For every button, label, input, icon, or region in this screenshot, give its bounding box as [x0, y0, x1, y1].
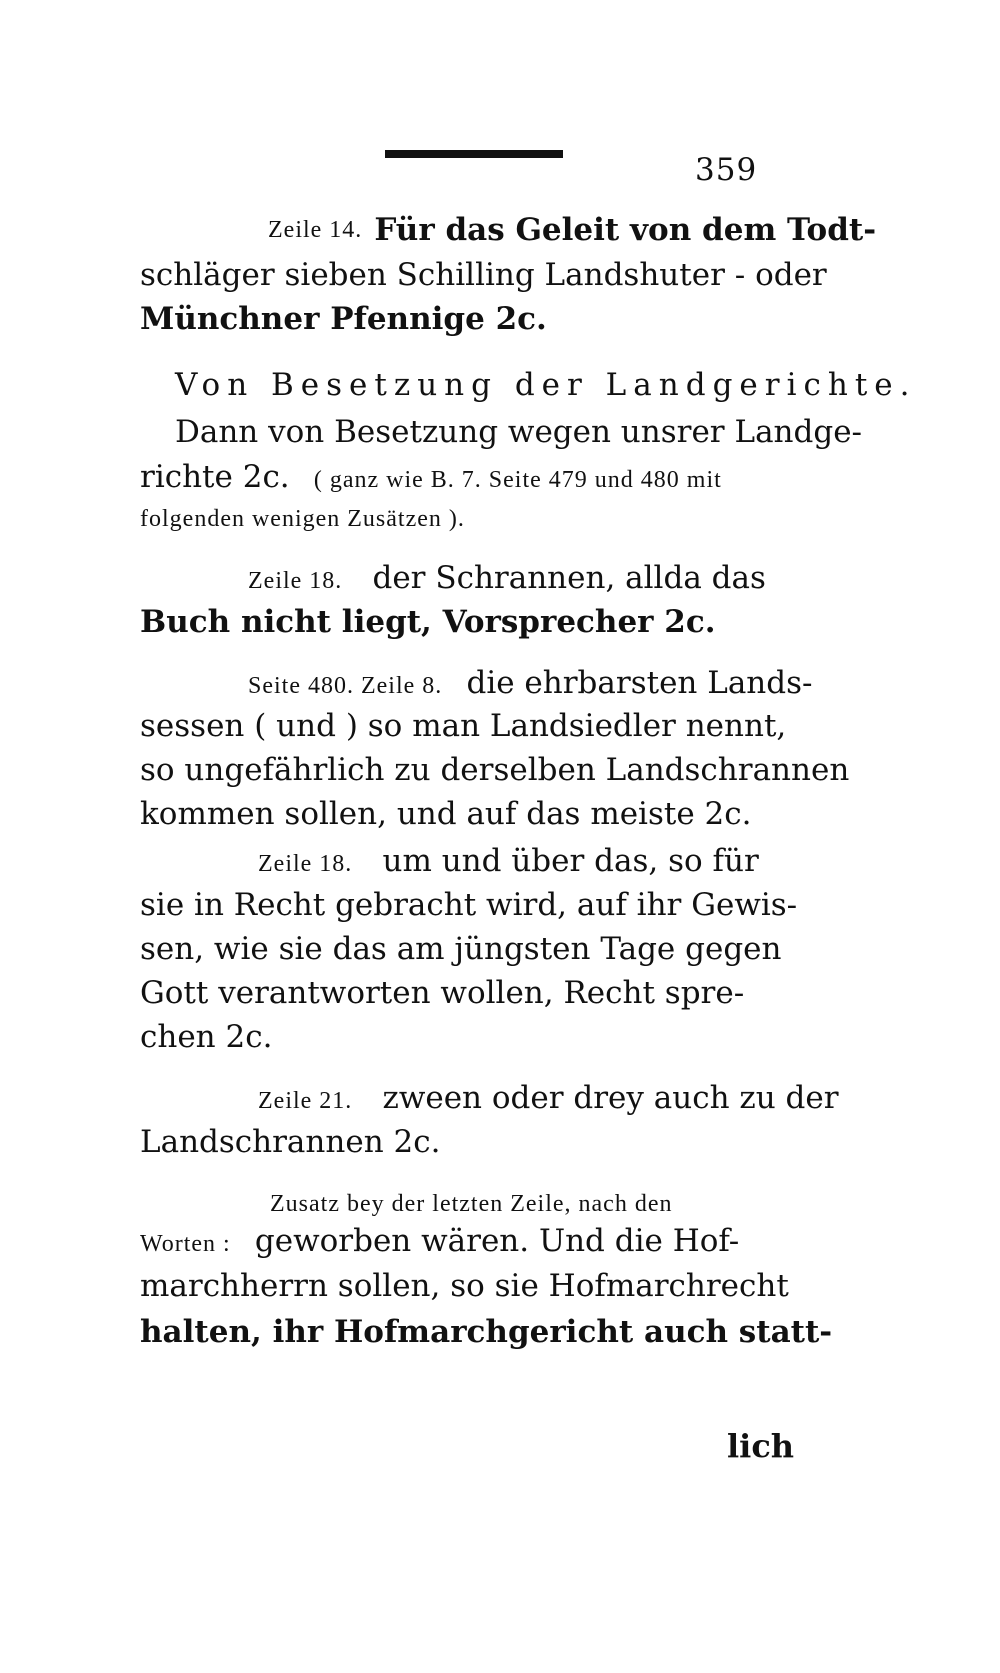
text-line: [268, 208, 877, 252]
line-reference: Zeile 21.: [258, 1088, 353, 1114]
line-text: Münchner Pfennige 2c.: [140, 301, 547, 337]
text-line: [140, 1218, 840, 1266]
line-reference: Zeile 18.: [248, 568, 343, 594]
line-text: schläger sieben Schilling Landshuter - oder: [140, 257, 827, 293]
line-reference: Zeile 18.: [258, 851, 353, 877]
header-rule: [385, 150, 563, 158]
line-text: kommen sollen, und auf das meiste 2c.: [140, 796, 752, 832]
text-line: [140, 493, 840, 541]
line-reference: Seite 480. Zeile 8.: [248, 673, 443, 699]
text-line: [140, 747, 850, 792]
line-text: zween oder drey auch zu der: [382, 1080, 839, 1116]
line-text: Buch nicht liegt, Vorsprecher 2c.: [140, 604, 716, 640]
text-line: [140, 882, 840, 927]
text-line: [140, 1309, 840, 1354]
text-line: [248, 660, 948, 708]
line-note: folgenden wenigen Zusätzen ).: [140, 506, 465, 532]
text-line: [140, 703, 840, 748]
line-reference: Zeile 14.: [268, 217, 363, 243]
text-line: [140, 970, 840, 1015]
line-text: richte 2c.: [140, 459, 290, 495]
text-line: [140, 296, 840, 341]
line-text: der Schrannen, allda das: [372, 560, 766, 596]
line-note: Zusatz bey der letzten Zeile, nach den: [270, 1191, 673, 1217]
text-line: [175, 409, 875, 454]
text-line: [248, 555, 948, 603]
text-line: [140, 926, 840, 971]
text-line: [258, 838, 958, 886]
line-text: Für das Geleit von dem Todt-: [374, 212, 877, 248]
line-text: marchherrn sollen, so sie Hofmarchrecht: [140, 1268, 789, 1304]
line-text: sessen ( und ) so man Landsiedler nennt,: [140, 708, 787, 744]
line-text: so ungefährlich zu derselben Landschrannen: [140, 752, 850, 788]
text-line: [140, 1014, 840, 1059]
catchword: lich: [727, 1427, 795, 1465]
line-text: die ehrbarsten Lands-: [466, 665, 813, 701]
text-line: [140, 1263, 840, 1308]
line-text: Gott verantworten wollen, Recht spre-: [140, 975, 745, 1011]
line-note: ( ganz wie B. 7. Seite 479 und 480 mit: [313, 467, 722, 493]
text-line: [140, 599, 840, 644]
page-number: 359: [695, 152, 758, 188]
text-line: [140, 791, 840, 836]
section-heading: Von Besetzung der Landgerichte.: [175, 367, 917, 403]
line-text: halten, ihr Hofmarchgericht auch statt-: [140, 1314, 833, 1350]
line-text: sen, wie sie das am jüngsten Tage gegen: [140, 931, 782, 967]
text-line: [140, 252, 840, 297]
line-note: Worten :: [140, 1231, 231, 1257]
text-line: [140, 1119, 840, 1164]
line-text: geworben wären. Und die Hof-: [254, 1223, 740, 1259]
line-text: Landschrannen 2c.: [140, 1124, 441, 1160]
line-text: Dann von Besetzung wegen unsrer Landge-: [175, 414, 863, 450]
line-text: chen 2c.: [140, 1019, 273, 1055]
line-text: sie in Recht gebracht wird, auf ihr Gewis-: [140, 887, 798, 923]
text-line: [258, 1075, 958, 1123]
line-text: um und über das, so für: [382, 843, 759, 879]
